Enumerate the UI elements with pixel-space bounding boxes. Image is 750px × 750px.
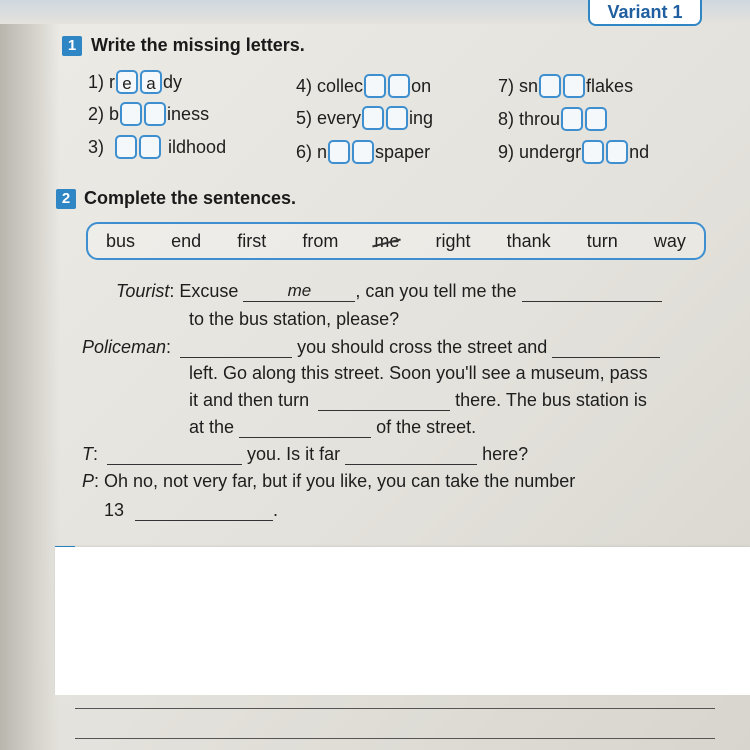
word-way: way — [653, 230, 686, 251]
word-start: r — [109, 71, 116, 92]
exercise-item-6 — [296, 140, 430, 164]
line-text: : — [166, 337, 172, 357]
word-start: undergr — [519, 141, 582, 162]
writing-line-1 — [75, 708, 715, 709]
cover-paper — [55, 547, 750, 695]
answer-blank-4[interactable] — [552, 337, 660, 358]
word-end: dy — [163, 71, 183, 92]
letter-box[interactable] — [386, 106, 408, 130]
line-text: : Oh no, not very far, but if you like, you can take the number — [94, 471, 576, 491]
dialogue-line-2: to the bus station, please? — [189, 309, 400, 329]
answer-blank-3[interactable] — [180, 337, 292, 358]
word-end: ing — [409, 107, 434, 128]
word-start: collec — [317, 75, 364, 96]
item-number: 3) — [88, 136, 105, 157]
word-bank — [86, 222, 706, 260]
word-start: every — [317, 107, 362, 128]
exercise-item-2 — [88, 102, 209, 126]
section-1-title: Write the missing letters. — [91, 35, 305, 55]
item-number: 7) — [498, 75, 515, 96]
answer-blank-2[interactable] — [522, 281, 662, 302]
word-start: n — [317, 141, 328, 162]
word-start: sn — [519, 75, 539, 96]
line-text: 13 — [104, 500, 125, 520]
item-number: 6) — [296, 141, 313, 162]
letter-box[interactable] — [539, 74, 561, 98]
letter-box[interactable] — [563, 74, 585, 98]
letter-box[interactable] — [582, 140, 604, 164]
answer-blank-1[interactable]: me — [243, 281, 355, 302]
item-number: 1) — [88, 71, 105, 92]
line-text: at the — [189, 417, 235, 437]
item-number: 2) — [88, 103, 105, 124]
line-text: here? — [482, 444, 529, 464]
word-from: from — [302, 230, 339, 251]
exercise-item-9 — [498, 140, 649, 164]
word-end: flakes — [586, 75, 634, 96]
speaker-policeman: Policeman — [82, 337, 167, 357]
section-2-heading — [56, 188, 296, 209]
letter-box[interactable] — [561, 107, 583, 131]
word-first: first — [237, 230, 267, 251]
section-2-number: 2 — [56, 189, 76, 209]
item-number: 5) — [296, 107, 313, 128]
speaker-t: T — [82, 444, 93, 464]
word-end: ildhood — [168, 136, 227, 157]
line-text: : Excuse — [169, 281, 239, 301]
line-text: you. Is it far — [247, 444, 341, 464]
exercise-item-1 — [88, 70, 182, 94]
line-text: : — [93, 444, 99, 464]
item-number: 4) — [296, 75, 313, 96]
dialogue-line-9 — [104, 499, 278, 521]
letter-box[interactable]: a — [140, 70, 162, 94]
letter-box[interactable] — [362, 106, 384, 130]
letter-box[interactable] — [328, 140, 350, 164]
letter-box[interactable] — [144, 102, 166, 126]
line-text: it and then turn — [189, 390, 310, 410]
section-2-title: Complete the sentences. — [84, 188, 297, 208]
word-end: spaper — [375, 141, 431, 162]
line-text: , can you tell me the — [355, 281, 517, 301]
letter-box[interactable] — [352, 140, 374, 164]
variant-label: Variant 1 — [607, 1, 683, 22]
word-right: right — [435, 230, 471, 251]
dialogue-line-5 — [189, 389, 647, 411]
writing-line-2 — [75, 738, 715, 739]
letter-box[interactable] — [606, 140, 628, 164]
section-1-number: 1 — [62, 36, 82, 56]
letter-box[interactable] — [139, 135, 161, 159]
exercise-item-3 — [88, 135, 226, 159]
dialogue-line-6 — [189, 416, 476, 438]
exercise-item-4 — [296, 74, 431, 98]
dialogue-line-7 — [82, 443, 528, 465]
letter-box[interactable] — [115, 135, 137, 159]
line-text: there. The bus station is — [455, 390, 647, 410]
word-bus: bus — [106, 230, 136, 251]
book-spine-shadow — [0, 0, 60, 750]
word-thank: thank — [506, 230, 551, 251]
item-number: 8) — [498, 108, 515, 129]
exercise-item-7 — [498, 74, 633, 98]
answer-blank-5[interactable] — [318, 390, 450, 411]
line-text: . — [273, 500, 279, 520]
word-end: nd — [629, 141, 650, 162]
word-start: throu — [519, 108, 561, 129]
speaker-p: P — [82, 471, 95, 491]
speaker-tourist: Tourist — [116, 281, 170, 301]
answer-blank-8[interactable] — [345, 444, 477, 465]
answer-blank-9[interactable] — [135, 500, 273, 521]
letter-box[interactable]: e — [116, 70, 138, 94]
letter-box[interactable] — [388, 74, 410, 98]
letter-box[interactable] — [120, 102, 142, 126]
section-1-heading — [62, 35, 305, 56]
word-turn: turn — [586, 230, 618, 251]
dialogue-line-4: left. Go along this street. Soon you'll see a museum, pass — [189, 363, 648, 383]
exercise-item-5 — [296, 106, 433, 130]
word-me-crossed: me — [374, 230, 400, 251]
variant-tab — [588, 0, 702, 26]
dialogue-line-1 — [116, 280, 662, 302]
word-end: iness — [167, 103, 210, 124]
letter-box[interactable] — [364, 74, 386, 98]
exercise-item-8 — [498, 107, 608, 131]
letter-box[interactable] — [585, 107, 607, 131]
answer-blank-6[interactable] — [239, 417, 371, 438]
word-end: on — [411, 75, 432, 96]
dialogue-line-8 — [82, 470, 575, 492]
item-number: 9) — [498, 141, 515, 162]
line-text: you should cross the street and — [297, 337, 548, 357]
answer-blank-7[interactable] — [107, 444, 242, 465]
word-end: end — [171, 230, 202, 251]
word-start: b — [109, 103, 120, 124]
dialogue-line-3 — [82, 336, 660, 358]
line-text: of the street. — [376, 417, 477, 437]
